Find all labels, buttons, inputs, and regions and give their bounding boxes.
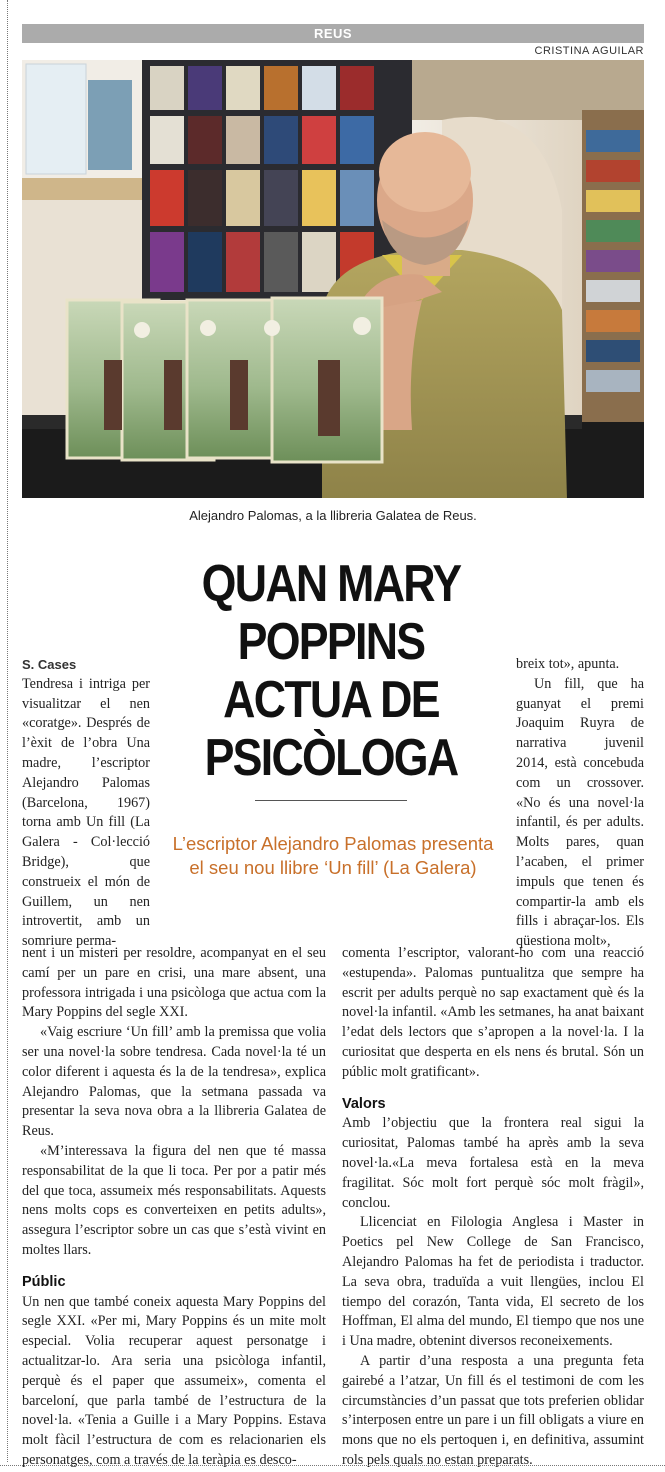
paragraph: «M’interessava la figura del nen que té massa responsabilitat de la que li toca. Per por a patir més del que toca, assumeix més responsabilitats. Aquests nens molts cops es converteixen en petits adults», assegura l’escriptor sobre un cas que s’està vivint en moltes llars. [22,1142,326,1258]
section-bar: REUS [22,24,644,43]
paragraph: nent i un misteri per resoldre, acompanyat en el seu camí per un pare en crisi, una mare absent, una professora intrigada i una psicòloga que actua com la Mary Poppins del segle XXI. [22,945,326,1021]
bottom-rule [0,1465,665,1466]
headline-rule [255,800,407,801]
column-right-narrow [516,655,644,952]
byline: S. Cases [22,657,77,672]
paragraph: breix tot», apunta. [516,656,620,672]
photo-illustration [22,60,644,498]
subheadline: L’escriptor Alejandro Palomas presenta el seu nou llibre ‘Un fill’ (La Galera) [172,833,494,878]
paragraph: «Vaig escriure ‘Un fill’ amb la premissa que volia ser una novel·la sobre tendresa. Cada novel·la té un color diferent i aquesta és la de la tendresa», explica Alejandro Palomas, que la setmana passada va presentar la seva nova obra a la llibreria Galatea de Reus. [22,1024,326,1140]
paragraph: Llicenciat en Filologia Anglesa i Master in Poetics pel New College de San Francisco, Alejandro Palomas ha fet de periodista i traductor. La seva obra, traduïda a vuit llengües, inclou El tiempo del corazón, Tanta vida, El secreto de los Hoffman, El alma del mundo, El tiempo que nos une i Una madre, obtenint diversos reconeixements. [342,1214,644,1350]
paragraph: Amb l’objectiu que la frontera real sigui la curiositat, Palomas també ha après amb la seva novel·la.«La meva fortalesa està en la meva fragilitat. Sóc molt fort perquè sóc molt fràgil», conclou. [342,1115,644,1211]
photo-credit: CRISTINA AGUILAR [534,45,644,57]
column-right-wide [342,944,644,1471]
article-photo [22,60,644,498]
paragraph: Un fill, que ha guanyat el premi Joaquim Ruyra de narrativa juvenil 2014, està concebuda com un crossover. «No és una novel·la infantil, és per adults. Molts pares, quan l’acaben, el primer impuls que tenen és compartir-la amb els fills i abraçar-los. Els qüestiona molt», [516,675,644,950]
section-heading-public: Públic [22,1273,66,1290]
column-left-wide [22,944,326,1471]
column-left-narrow [22,655,150,952]
paragraph: Tendresa i intriga per visualitzar el nen «coratge». Després de l’èxit de l’obra Una madre, l’escriptor Alejandro Palomas (Barcelona, 1967) torna amb Un fill (La Galera - Col·lecció Bridge), que construeix el món de Guillem, un nen introvertit, amb un somriure perma- [22,675,150,950]
paragraph: A partir d’una resposta a una pregunta feta gairebé a l’atzar, Un fill és el testimoni de com les circumstàncies d’un passat que tots preferien oblidar s’interposen entre un pare i un fill obligats a viure en mons que no els pertoquen i, en definitiva, assumint rols pels quals no estan preparats. [342,1352,644,1468]
section-heading-valors: Valors [342,1095,386,1112]
column-rule [7,0,8,1462]
paragraph: comenta l’escriptor, valorant-ho com una reacció «estupenda». Palomas puntualitza que sempre ha escrit per adults perquè no sap exactament què és la novel·la infantil. «Amb les setmanes, ha anat baixant l’edat dels lectors que s’apropen a la novel·la. I la curiositat que desperta en els nens és brutal. Són un públic molt gratificant». [342,945,644,1080]
photo-caption: Alejandro Palomas, a la llibreria Galatea de Reus. [189,508,477,523]
headline: QUAN MARY POPPINS ACTUA DE PSICÒLOGA [201,555,461,787]
paragraph: Un nen que també coneix aquesta Mary Poppins del segle XXI. «Per mi, Mary Poppins és un mite molt especial. Volia recuperar aquest personatge i actualitzar-lo. Ara seria una psicòloga infantil, perquè és el paper que assumeix», comenta el barceloní, que parla també de l’estructura de la novel·la. «Tenia a Guille i a Mary Poppins. Estava molt fàcil l’estructura de com es relacionarien els personatges, com a través de la teràpia es desco- [22,1293,326,1468]
